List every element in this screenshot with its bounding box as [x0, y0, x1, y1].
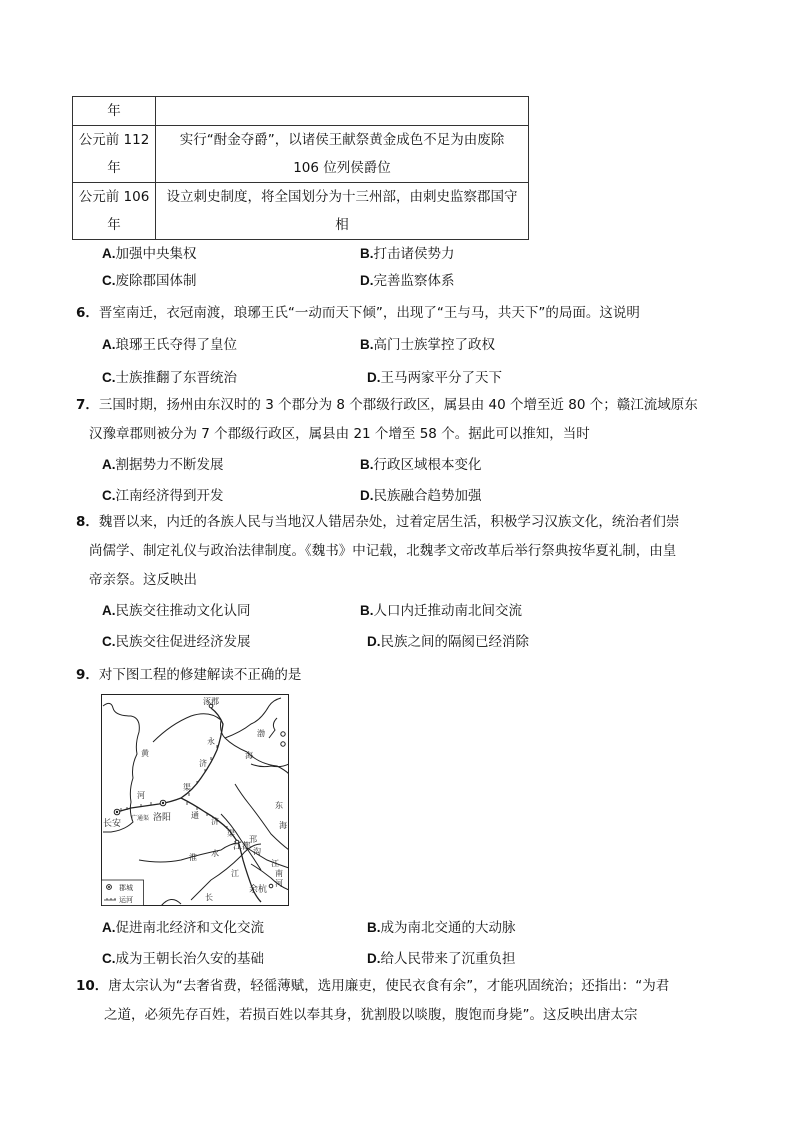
option-letter: D.	[367, 951, 381, 966]
question-7	[76, 391, 716, 449]
q6-option-b[interactable]	[360, 335, 495, 355]
map-label-qu2: 渠	[227, 829, 235, 838]
map-label-luoyang: 洛阳	[153, 813, 172, 823]
map-label-hai: 海	[245, 751, 253, 760]
option-text: 成为王朝长治久安的基础	[115, 951, 264, 967]
map-label-bo: 渤	[257, 729, 265, 738]
map-label-dong: 东	[275, 801, 283, 810]
map-label-jiangnan-1: 江	[271, 859, 279, 868]
option-text: 江南经济得到开发	[115, 488, 224, 504]
q8-option-d[interactable]	[367, 632, 529, 652]
q5-option-a[interactable]	[102, 244, 197, 264]
option-text: 民族交往推动文化认同	[115, 603, 251, 619]
option-text: 士族推翻了东晋统治	[115, 370, 237, 386]
question-number: 7．	[76, 397, 99, 413]
q8-option-b[interactable]	[360, 601, 522, 621]
legend-city-label: 郡城	[119, 884, 133, 892]
grand-canal-map	[101, 694, 289, 906]
map-label-huai: 淮	[189, 853, 197, 862]
option-letter: D.	[367, 634, 381, 649]
q5-option-b[interactable]	[360, 244, 455, 264]
option-letter: D.	[367, 370, 381, 385]
option-letter: D.	[360, 273, 374, 288]
map-label-huang: 黄	[141, 749, 149, 758]
year-text: 公元前 106	[78, 189, 150, 205]
map-label-ji2: 济	[211, 817, 219, 826]
option-text: 加强中央集权	[115, 246, 197, 262]
year-text: 年	[107, 217, 121, 233]
year-text: 年	[107, 103, 121, 119]
map-legend	[102, 880, 144, 906]
table-row	[73, 183, 529, 240]
map-label-guangtong: 广通渠	[131, 815, 150, 822]
q7-option-b[interactable]	[360, 455, 482, 475]
option-letter: A.	[102, 246, 116, 261]
table-row	[73, 126, 529, 183]
q8-option-a[interactable]	[102, 601, 251, 621]
map-label-zhang: 长	[205, 893, 213, 902]
option-text: 民族融合趋势加强	[373, 488, 482, 504]
map-label-jiangdu: 江都	[233, 842, 252, 852]
option-text: 琅琊王氏夺得了皇位	[115, 337, 237, 353]
question-8	[76, 508, 716, 595]
event-text: 实行“酎金夺爵”，以诸侯王献祭黄金成色不足为由废除	[179, 132, 505, 148]
question-number: 6．	[76, 305, 99, 321]
option-letter: C.	[102, 273, 116, 288]
option-text: 行政区域根本变化	[373, 457, 482, 473]
q7-option-c[interactable]	[102, 486, 224, 506]
option-letter: A.	[102, 603, 116, 618]
q8-option-c[interactable]	[102, 632, 251, 652]
table-cell-event	[156, 183, 529, 240]
option-letter: B.	[360, 457, 374, 472]
option-text: 民族交往促进经济发展	[115, 634, 251, 650]
option-letter: B.	[360, 246, 374, 261]
option-letter: C.	[102, 488, 116, 503]
question-text: 尚儒学、制定礼仪与政治法律制度。《魏书》中记载，北魏孝文帝改革后举行祭典按华夏礼制，由皇	[89, 543, 677, 559]
q5-option-d[interactable]	[360, 271, 455, 291]
table-cell-event	[156, 126, 529, 183]
option-text: 促进南北经济和文化交流	[115, 920, 264, 936]
option-letter: A.	[102, 337, 116, 352]
question-text: 汉豫章郡则被分为 7 个郡级行政区，属县由 21 个增至 58 个。据此可以推知，当时	[89, 426, 590, 442]
question-number: 10．	[76, 978, 109, 994]
q9-option-a[interactable]	[102, 918, 264, 938]
question-text: 帝亲祭。这反映出	[89, 572, 197, 588]
map-label-qu: 渠	[183, 783, 191, 792]
table-cell-year	[73, 97, 156, 126]
q5-timeline-table	[72, 96, 529, 240]
option-letter: A.	[102, 920, 116, 935]
option-text: 给人民带来了沉重负担	[380, 951, 516, 967]
question-6	[76, 299, 716, 328]
map-label-han: 邗	[249, 835, 257, 844]
option-text: 王马两家平分了天下	[380, 370, 502, 386]
q9-option-b[interactable]	[367, 918, 516, 938]
table-row	[73, 97, 529, 126]
option-text: 人口内迁推动南北间交流	[373, 603, 522, 619]
option-letter: C.	[102, 634, 116, 649]
option-letter: A.	[102, 457, 116, 472]
map-label-gou: 沟	[253, 847, 261, 856]
q9-option-d[interactable]	[367, 949, 516, 969]
question-text: 唐太宗认为“去奢省费，轻徭薄赋，选用廉吏，使民衣食有余”，才能巩固统治；还指出：“为君	[108, 978, 670, 994]
q6-option-a[interactable]	[102, 335, 237, 355]
table-cell-year	[73, 183, 156, 240]
option-letter: B.	[367, 920, 381, 935]
event-text: 设立刺史制度，将全国划分为十三州部，由刺史监察郡国守	[166, 189, 518, 205]
map-label-yuhang: 余杭	[249, 885, 268, 895]
year-text: 年	[107, 160, 121, 176]
question-text: 对下图工程的修建解读不正确的是	[98, 667, 302, 683]
map-label-hai2: 海	[279, 821, 287, 830]
map-label-jiangnan-3: 河	[275, 879, 283, 888]
map-label-ji: 济	[199, 759, 207, 768]
option-letter: C.	[102, 951, 116, 966]
question-text: 晋室南迁，衣冠南渡，琅琊王氏“一动而天下倾”，出现了“王与马，共天下”的局面。这说明	[98, 305, 640, 321]
option-text: 成为南北交通的大动脉	[380, 920, 516, 936]
option-text: 割据势力不断发展	[115, 457, 224, 473]
map-label-tong: 通	[191, 811, 199, 820]
event-text: 106 位列侯爵位	[293, 160, 391, 176]
legend-canal-label: 运河	[119, 896, 133, 904]
map-label-jiang: 江	[231, 869, 239, 878]
option-letter: B.	[360, 337, 374, 352]
event-text: 相	[335, 217, 349, 233]
question-number: 9．	[76, 667, 99, 683]
q7-option-d[interactable]	[360, 486, 482, 506]
map-label-shui: 水	[211, 849, 219, 858]
q7-option-a[interactable]	[102, 455, 224, 475]
map-label-jiangnan-2: 南	[275, 869, 283, 878]
option-text: 打击诸侯势力	[373, 246, 455, 262]
question-10	[76, 972, 726, 1030]
question-text: 三国时期，扬州由东汉时的 3 个郡分为 8 个郡级行政区，属县由 40 个增至近 80 个；赣江流域原东	[98, 397, 698, 413]
option-text: 高门士族掌控了政权	[373, 337, 495, 353]
map-label-he: 河	[137, 791, 145, 800]
table-cell-event	[156, 97, 529, 126]
table-cell-year	[73, 126, 156, 183]
year-text: 公元前 112	[78, 132, 150, 148]
option-letter: C.	[102, 370, 116, 385]
q5-option-c[interactable]	[102, 271, 197, 291]
option-text: 完善监察体系	[373, 273, 455, 289]
q6-option-c[interactable]	[102, 368, 237, 388]
option-letter: D.	[360, 488, 374, 503]
map-label-changan: 长安	[103, 819, 122, 829]
option-letter: B.	[360, 603, 374, 618]
map-label-yong: 永	[207, 737, 215, 746]
question-number: 8．	[76, 514, 99, 530]
map-label-zhuojun: 涿郡	[203, 697, 219, 706]
question-9	[76, 661, 716, 690]
option-text: 废除郡国体制	[115, 273, 197, 289]
option-text: 民族之间的隔阂已经消除	[380, 634, 529, 650]
q9-option-c[interactable]	[102, 949, 264, 969]
question-text: 之道，必须先存百姓，若损百姓以奉其身，犹割股以啖腹，腹饱而身毙”。这反映出唐太宗	[104, 1007, 638, 1023]
q6-option-d[interactable]	[367, 368, 502, 388]
question-text: 魏晋以来，内迁的各族人民与当地汉人错居杂处，过着定居生活，积极学习汉族文化，统治者们崇	[98, 514, 680, 530]
